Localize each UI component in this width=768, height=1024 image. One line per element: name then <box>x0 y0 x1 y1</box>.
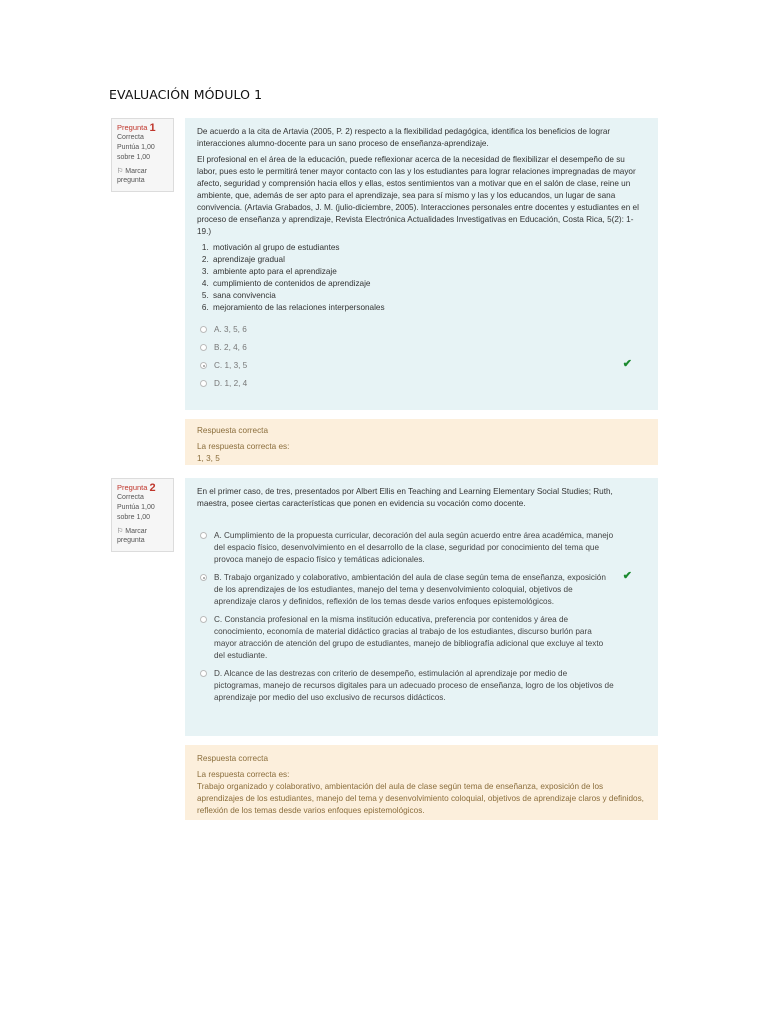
radio-button[interactable] <box>200 344 207 351</box>
flag-icon: ⚐ <box>117 528 124 535</box>
question-grade: Puntúa 1,00 sobre 1,00 <box>117 144 155 161</box>
page-title: EVALUACIÓN MÓDULO 1 <box>109 87 263 102</box>
radio-button-selected[interactable] <box>200 362 207 369</box>
question-number-value: 1 <box>149 122 156 134</box>
option-label: B. Trabajo organizado y colaborativo, ambientación del aula de clase según tema de enseñanza, exposición de los aprendizajes de los estudiantes, manejo del tema y desenvolvimiento coloquial, objetivos de aprendizaje claros y definidos, reflexión de los temas desde varios enfoques epistemológicos. <box>214 573 606 606</box>
option-label: A. Cumplimiento de la propuesta curricular, decoración del aula según acuerdo entre área académica, manejo del espacio físico, desenvolvimiento en el desarrollo de la clase, seguridad por conocimiento del tema que provoca manejo de espacio físico y temáticas adicionales. <box>214 531 614 564</box>
answer-options <box>197 324 646 390</box>
question-info-2 <box>111 478 174 552</box>
flag-question-link[interactable] <box>117 527 168 545</box>
feedback-answer: 1, 3, 5 <box>197 454 220 463</box>
list-item: 4. cumplimiento de contenidos de aprendizaje <box>211 278 646 290</box>
feedback-answer: Trabajo organizado y colaborativo, ambientación del aula de clase según tema de enseñanza, exposición de los aprendizajes de los estudiantes, manejo del tema y desenvolvimiento coloquial, objetivos de aprendizaje claros y definidos, reflexión de los temas desde varios enfoques epistemológicos. <box>197 782 644 815</box>
option-label: D. Alcance de las destrezas con criterio de desempeño, estimulación al aprendizaje por medio de pictogramas, manejo de recursos digitales para un adecuado proceso de enseñanza, logro de los objetivos de aprendizaje por medio del uso exclusivo de recursos didácticos. <box>214 669 614 702</box>
feedback-label: La respuesta correcta es: <box>197 442 290 451</box>
check-icon: ✔ <box>622 570 632 582</box>
flag-icon: ⚐ <box>117 168 124 175</box>
flag-question-link[interactable] <box>117 167 168 185</box>
feedback-status: Respuesta correcta <box>197 426 268 435</box>
question-intro: De acuerdo a la cita de Artavia (2005, P. 2) respecto a la flexibilidad pedagógica, identifica los beneficios de lograr interacciones alumno-docente para un sano proceso de enseñanza-aprendizaje. <box>197 127 611 148</box>
feedback-box-2 <box>185 745 658 820</box>
option-label: A. 3, 5, 6 <box>214 325 247 334</box>
question-state: Correcta <box>117 134 144 141</box>
answer-option-c[interactable] <box>197 360 646 372</box>
question-items-list <box>211 242 646 314</box>
option-label: C. 1, 3, 5 <box>214 361 248 370</box>
question-label: Pregunta <box>117 483 148 492</box>
list-item: 1. motivación al grupo de estudiantes <box>211 242 646 254</box>
answer-option-b[interactable] <box>197 342 646 354</box>
question-info-1 <box>111 118 174 192</box>
question-label: Pregunta <box>117 123 148 132</box>
flag-label: Marcar pregunta <box>117 168 148 184</box>
list-item: 5. sana convivencia <box>211 290 646 302</box>
list-item: 2. aprendizaje gradual <box>211 254 646 266</box>
feedback-box-1 <box>185 419 658 465</box>
question-grade: Puntúa 1,00 sobre 1,00 <box>117 504 155 521</box>
answer-option-d[interactable] <box>197 668 646 704</box>
answer-option-a[interactable] <box>197 530 646 566</box>
radio-button[interactable] <box>200 380 207 387</box>
feedback-status: Respuesta correcta <box>197 754 268 763</box>
feedback-label: La respuesta correcta es: <box>197 770 290 779</box>
question-state: Correcta <box>117 494 144 501</box>
radio-button[interactable] <box>200 326 207 333</box>
question-formulation-2 <box>185 478 658 736</box>
list-item: 6. mejoramiento de las relaciones interpersonales <box>211 302 646 314</box>
option-label: B. 2, 4, 6 <box>214 343 247 352</box>
option-label: D. 1, 2, 4 <box>214 379 248 388</box>
answer-option-c[interactable] <box>197 614 646 662</box>
radio-button-selected[interactable] <box>200 574 207 581</box>
list-item: 3. ambiente apto para el aprendizaje <box>211 266 646 278</box>
question-number <box>117 123 168 133</box>
flag-label: Marcar pregunta <box>117 528 148 544</box>
answer-option-b[interactable] <box>197 572 646 608</box>
question-quote: El profesional en el área de la educación, puede reflexionar acerca de la necesidad de flexibilizar el desempeño de su labor, pues esto le permitirá tener mayor contacto con las y los estudiantes para lograr relaciones impregnadas de mayor afecto, seguridad y comprensión hacia ellos y ellas, estos sentimientos van a motivar que en el salón de clase, reine un ambiente, que, además de ser apto para el aprendizaje, sea para sí mismo y las y los educandos, un lugar de sana convivencia. (Artavia Grabados, J. M. (julio-diciembre, 2005). Interacciones personales entre docentes y estudiantes en el proceso de enseñanza y aprendizaje, Revista Electrónica Actualidades Investigativas en Educación, Costa Rica, 5(2): 1-19.) <box>197 155 639 236</box>
answer-options <box>197 530 646 704</box>
radio-button[interactable] <box>200 616 207 623</box>
question-intro: En el primer caso, de tres, presentados por Albert Ellis en Teaching and Learning Elementary Social Studies; Ruth, maestra, posee ciertas características que ponen en evidencia su vocación como docente. <box>197 487 613 508</box>
answer-option-d[interactable] <box>197 378 646 390</box>
radio-button[interactable] <box>200 670 207 677</box>
option-label: C. Constancia profesional en la misma institución educativa, preferencia por contenidos y área de conocimiento, economía de material didáctico gracias al trabajo de los estudiantes, discurso burlón para mayor atracción de atención del grupo de estudiantes, manejo de bibliografía adicional que excluye al texto del estudiante. <box>214 615 604 660</box>
question-formulation-1 <box>185 118 658 410</box>
radio-button[interactable] <box>200 532 207 539</box>
question-number-value: 2 <box>149 482 156 494</box>
answer-option-a[interactable] <box>197 324 646 336</box>
check-icon: ✔ <box>622 358 632 370</box>
question-number <box>117 483 168 493</box>
